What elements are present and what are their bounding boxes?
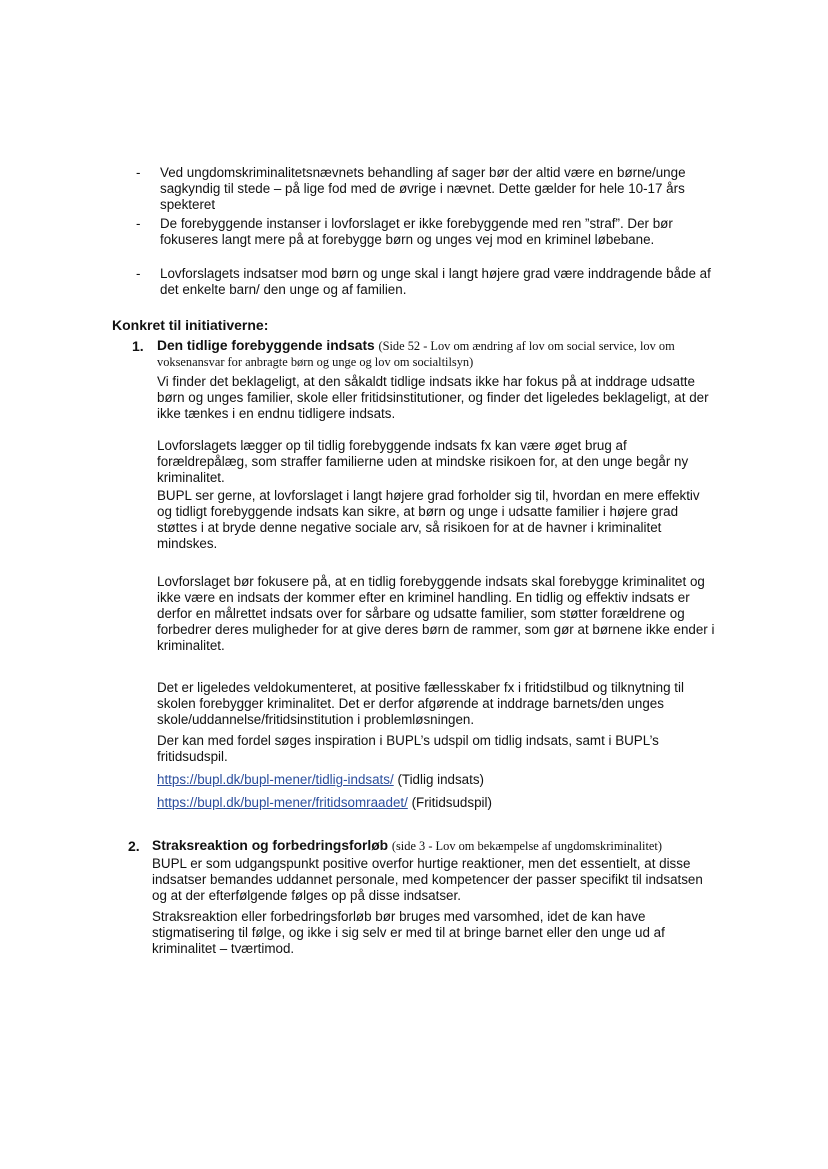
item-number: 1. xyxy=(132,338,144,354)
item-reference: (side 3 - Lov om bekæmpelse af ungdomskriminalitet) xyxy=(391,839,662,853)
paragraph: Vi finder det beklageligt, at den såkaldt tidlige indsats ikke har fokus på at inddrage udsatte børn og unges familier, skole eller fritidsinstitutioner, og finder det ligeledes beklageligt, at der ikke tænkes i en endnu tidligere indsats. xyxy=(157,374,709,421)
bullet-text: De forebyggende instanser i lovforslaget er ikke forebyggende med ren ”straf”. Der bør fokuseres langt mere på at forebygge børn og unges vej mod en kriminel løbebane. xyxy=(160,216,673,247)
paragraph: Det er ligeledes veldokumenteret, at positive fællesskaber fx i fritidstilbud og tilknytning til skolen forebygger kriminalitet. Det er derfor afgørende at inddrage barnets/den unges skole/uddannelse/fritidsinstitution i problemløsningen. xyxy=(157,680,684,727)
section-heading: Konkret til initiativerne: xyxy=(112,317,269,333)
link-tidlig-indsats[interactable]: https://bupl.dk/bupl-mener/tidlig-indsats/ xyxy=(157,772,394,787)
link-note: (Fritidsudspil) xyxy=(411,795,492,810)
link-note: (Tidlig indsats) xyxy=(397,772,485,787)
item-number: 2. xyxy=(128,838,140,854)
link-line xyxy=(157,772,717,788)
paragraph: Der kan med fordel søges inspiration i BUPL’s udspil om tidlig indsats, samt i BUPL’s fritidsudspil. xyxy=(157,733,659,764)
paragraph: BUPL er som udgangspunkt positive overfor hurtige reaktioner, men det essentielt, at disse indsatser bemandes uddannet personale, med kompetencer der passer specifikt til indsatsen og at der efterfølgende følges op på disse indsatser. xyxy=(152,856,703,903)
bullet-marker: - xyxy=(136,266,141,281)
item-reference: (Side 52 - Lov om ændring af lov om social service, lov om voksenansvar for anbragte børn og unge og lov om socialtilsyn) xyxy=(157,339,675,369)
paragraph: Lovforslagets lægger op til tidlig forebyggende indsats fx kan være øget brug af forældrepålæg, som straffer familierne uden at mindske risikoen for, at den unge begår ny kriminalitet. xyxy=(157,438,689,485)
paragraph: Lovforslaget bør fokusere på, at en tidlig forebyggende indsats skal forebygge kriminalitet og ikke være en indsats der kommer efter en kriminel handling. En tidlig og effektiv indsats er derfor en målrettet indsats over for sårbare og udsatte familier, som støtter forældrene og forbedrer deres muligheder for at give deres børn de rammer, som gør at børnene ikke ender i kriminalitet. xyxy=(157,574,715,653)
paragraph: BUPL ser gerne, at lovforslaget i langt højere grad forholder sig til, hvordan en mere effektiv og tidligt forebyggende indsats kan sikre, at børn og unge i udsatte familier i højere grad støttes i at bryde denne negative sociale arv, så risikoen for at de havner i kriminalitet mindskes. xyxy=(157,488,700,551)
link-line xyxy=(157,795,717,811)
item-header xyxy=(152,838,713,854)
bullet-text: Lovforslagets indsatser mod børn og unge skal i langt højere grad være inddragende både af det enkelte barn/ den unge og af familien. xyxy=(160,266,711,297)
bullet-text: Ved ungdomskriminalitetsnævnets behandling af sager bør der altid være en børne/unge sagkyndig til stede – på lige fod med de øvrige i nævnet. Dette gælder for hele 10-17 års spekteret xyxy=(160,165,686,212)
paragraph: Straksreaktion eller forbedringsforløb bør bruges med varsomhed, idet de kan have stigmatisering til følge, og ikke i sig selv er med til at bringe barnet eller den unge ud af kriminalitet – tværtimod. xyxy=(152,909,665,956)
numbered-item-2 xyxy=(128,838,713,854)
bullet-marker: - xyxy=(136,165,141,180)
link-fritidsomraadet[interactable]: https://bupl.dk/bupl-mener/fritidsomraadet/ xyxy=(157,795,408,810)
item-header xyxy=(157,338,717,370)
item-title: Straksreaktion og forbedringsforløb xyxy=(152,838,389,853)
bullet-marker: - xyxy=(136,216,141,231)
numbered-item-1 xyxy=(132,338,717,370)
item-title: Den tidlige forebyggende indsats xyxy=(157,338,375,353)
